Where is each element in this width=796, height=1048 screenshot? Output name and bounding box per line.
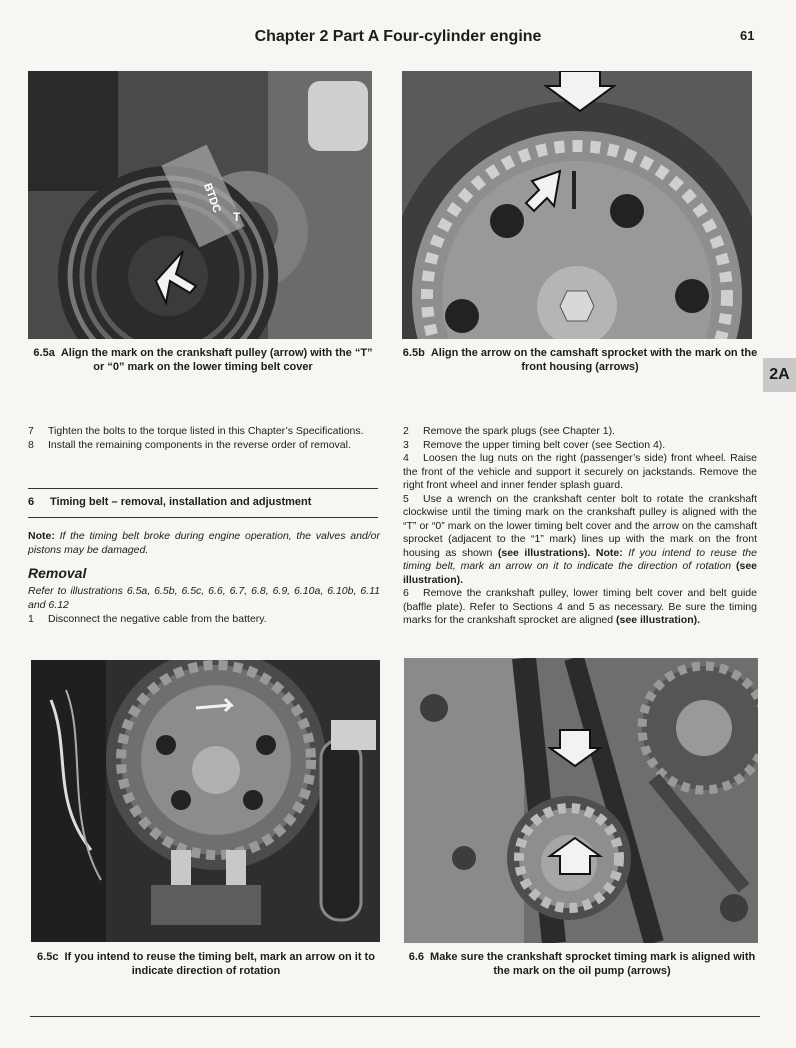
photo-crankshaft-sprocket xyxy=(404,658,758,943)
step-number: 7 xyxy=(28,425,34,437)
step-6 xyxy=(403,587,757,628)
figure-caption-6-5c xyxy=(28,950,384,978)
step-text: Remove the upper timing belt cover (see Section 4). xyxy=(423,438,666,451)
step-number: 1 xyxy=(28,613,34,625)
section-note xyxy=(28,530,380,557)
step-text: Remove the crankshaft pulley, lower timing belt cover and belt guide (baffle plate). Refer to Sections 4 and 5 as necessary. Be sure the timing marks for the crankshaft sprocket are aligned xyxy=(403,587,757,626)
section-heading xyxy=(28,496,378,508)
section-rule-top xyxy=(28,488,378,489)
chapter-tab: 2A xyxy=(763,358,796,392)
page-number: 61 xyxy=(740,28,755,43)
step-4 xyxy=(403,452,757,493)
section-number: 6 xyxy=(28,496,35,508)
see-illustration: (see illustration). xyxy=(616,614,701,626)
note-text: If the timing belt broke during engine operation, the valves and/or pistons may be damaged. xyxy=(28,530,381,556)
note-label: Note: xyxy=(595,546,623,559)
see-illustrations: (see illustrations). xyxy=(497,546,591,559)
step-8 xyxy=(28,439,378,453)
photo-crankshaft-pulley xyxy=(28,71,372,339)
figure-caption-6-5a xyxy=(28,346,378,374)
photo-camshaft-sprocket xyxy=(402,71,752,339)
step-number: 2 xyxy=(403,425,409,437)
step-3 xyxy=(403,439,757,453)
figure-caption-6-6 xyxy=(404,950,760,978)
figure-number: 6.5c xyxy=(37,951,59,963)
figure-number: 6.5b xyxy=(402,347,425,359)
step-number: 5 xyxy=(403,492,409,505)
step-number: 3 xyxy=(403,438,409,451)
figure-caption-6-5b xyxy=(402,346,758,374)
figure-caption-text: If you intend to reuse the timing belt, mark an arrow on it to indicate direction of rotation xyxy=(64,951,375,977)
step-text: Install the remaining components in the reverse order of removal. xyxy=(48,438,351,451)
section-title: Timing belt – removal, installation and adjustment xyxy=(50,496,312,508)
figure-number: 6.5a xyxy=(33,347,55,359)
section-rule-bottom xyxy=(28,517,378,518)
step-text: Tighten the bolts to the torque listed in this Chapter’s Specifications. xyxy=(48,425,364,437)
page-header-title: Chapter 2 Part A Four-cylinder engine xyxy=(254,28,542,45)
figure-caption-text: Align the mark on the crankshaft pulley (arrow) with the “T” or “0” mark on the lower timing belt cover xyxy=(60,347,373,373)
photo-timing-belt-arrow xyxy=(31,660,380,942)
note-label: Note: xyxy=(28,530,55,542)
subheading-removal: Removal xyxy=(28,565,87,581)
figure-number: 6.6 xyxy=(408,951,425,963)
step-text: Use a wrench on the crankshaft center bolt to rotate the crankshaft clockwise until the timing mark on the crankshaft pulley is aligned with the “T” or “0” mark on the lower timing belt cover and the arrow on the camshaft sprocket (adjacent to the “1” mark) lines up with the mark on the front housing as shown xyxy=(403,492,757,559)
step-text: Disconnect the negative cable from the battery. xyxy=(48,613,267,625)
step-number: 8 xyxy=(28,438,34,451)
see-illustration: (see illustration). xyxy=(403,560,757,586)
step-text: Remove the spark plugs (see Chapter 1). xyxy=(423,425,616,437)
left-column xyxy=(28,425,378,452)
btdc-label: BTDC xyxy=(201,181,223,215)
step-number: 4 xyxy=(403,452,409,464)
step-5 xyxy=(403,493,757,588)
right-column xyxy=(403,425,757,628)
note-text: If you intend to reuse the timing belt, mark an arrow on it to indicate the direction of rotation xyxy=(403,546,757,572)
step-7 xyxy=(28,425,378,439)
step-1 xyxy=(28,613,378,627)
step-text: Loosen the lug nuts on the right (passenger’s side) front wheel. Raise the front of the vehicle and support it securely on jackstands. Remove the right front wheel and inner fender splash guard. xyxy=(403,452,757,491)
page-bottom-rule xyxy=(30,1016,760,1017)
figure-caption-text: Make sure the crankshaft sprocket timing mark is aligned with the mark on the oil pump (arrows) xyxy=(430,951,756,977)
step-number: 6 xyxy=(403,587,409,599)
figure-caption-text: Align the arrow on the camshaft sprocket with the mark on the front housing (arrows) xyxy=(430,347,758,373)
tdc-label: T xyxy=(233,210,241,224)
step-2 xyxy=(403,425,757,439)
refer-illustrations: Refer to illustrations 6.5a, 6.5b, 6.5c, 6.6, 6.7, 6.8, 6.9, 6.10a, 6.10b, 6.11 and 6.12 xyxy=(28,585,380,611)
